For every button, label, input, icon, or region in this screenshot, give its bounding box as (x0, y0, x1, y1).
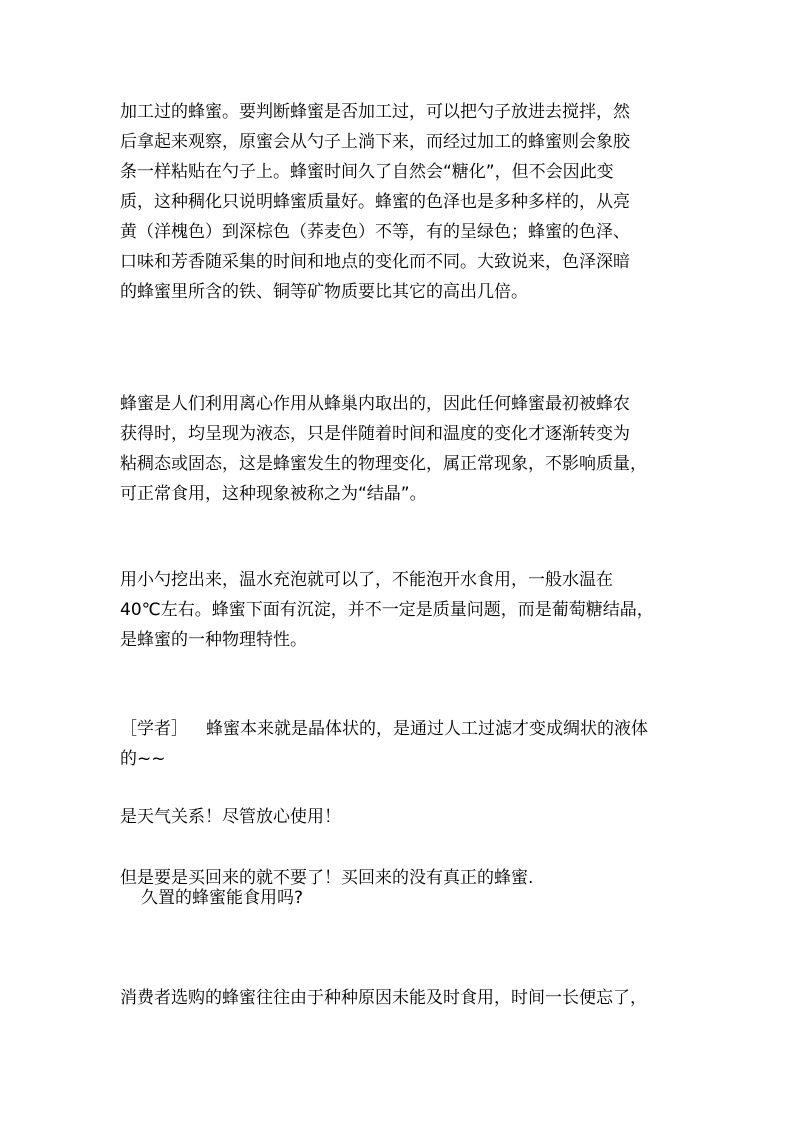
text-line: 黄（洋槐色）到深棕色（荞麦色）不等，有的呈绿色；蜂蜜的色泽、 (120, 222, 630, 242)
text-line: 加工过的蜂蜜。要判断蜂蜜是否加工过，可以把勺子放进去搅拌，然 (120, 102, 630, 122)
text-line (120, 714, 685, 744)
paragraph-question (141, 883, 706, 913)
text-line: 但是要是买回来的就不要了！买回来的没有真正的蜂蜜. (120, 868, 534, 888)
text-line: 是蜂蜜的一种物理特性。 (120, 630, 307, 650)
paragraph-processed-honey (120, 97, 685, 307)
paragraph-crystallization (120, 389, 685, 509)
paragraph-scholar-quote (120, 714, 685, 774)
text-line: 久置的蜂蜜能食用吗? (141, 888, 304, 908)
text-line: 的~~ (120, 749, 166, 769)
paragraph-consumers (120, 983, 685, 1013)
text-line: 蜂蜜是人们利用离心作用从蜂巢内取出的，因此任何蜂蜜最初被蜂农 (120, 394, 630, 414)
text-line: 用小勺挖出来，温水充泡就可以了，不能泡开水食用，一般水温在 (120, 570, 613, 590)
text-line: 是天气关系！尽管放心使用！ (120, 807, 341, 827)
text-line: 口味和芳香随采集的时间和地点的变化而不同。大致说来，色泽深暗 (120, 252, 630, 272)
text-line: 可正常食用，这种现象被称之为“结晶”。 (120, 484, 427, 504)
text-line: 获得时，均呈现为液态，只是伴随着时间和温度的变化才逐渐转变为 (120, 424, 630, 444)
text-line: 条一样粘贴在勺子上。蜂蜜时间久了自然会“糖化”，但不会因此变 (120, 162, 614, 182)
text-line: 40℃左右。蜂蜜下面有沉淀，并不一定是质量问题，而是葡萄糖结晶， (120, 600, 654, 620)
scholar-text: 蜂蜜本来就是晶体状的，是通过人工过滤才变成绸状的液体 (206, 719, 648, 739)
text-line: 消费者选购的蜂蜜往往由于种种原因未能及时食用，时间一长便忘了， (120, 988, 647, 1008)
text-line: 后拿起来观察，原蜜会从勺子上淌下来，而经过加工的蜂蜜则会象胶 (120, 132, 630, 152)
text-line: 粘稠态或固态，这是蜂蜜发生的物理变化，属正常现象，不影响质量， (120, 454, 647, 474)
scholar-label: ［学者］ (120, 719, 188, 739)
paragraph-weather (120, 802, 685, 832)
text-line: 的蜂蜜里所含的铁、铜等矿物质要比其它的高出几倍。 (120, 282, 528, 302)
paragraph-warm-water (120, 565, 685, 655)
text-line: 质，这种稠化只说明蜂蜜质量好。蜂蜜的色泽也是多种多样的，从亮 (120, 192, 630, 212)
